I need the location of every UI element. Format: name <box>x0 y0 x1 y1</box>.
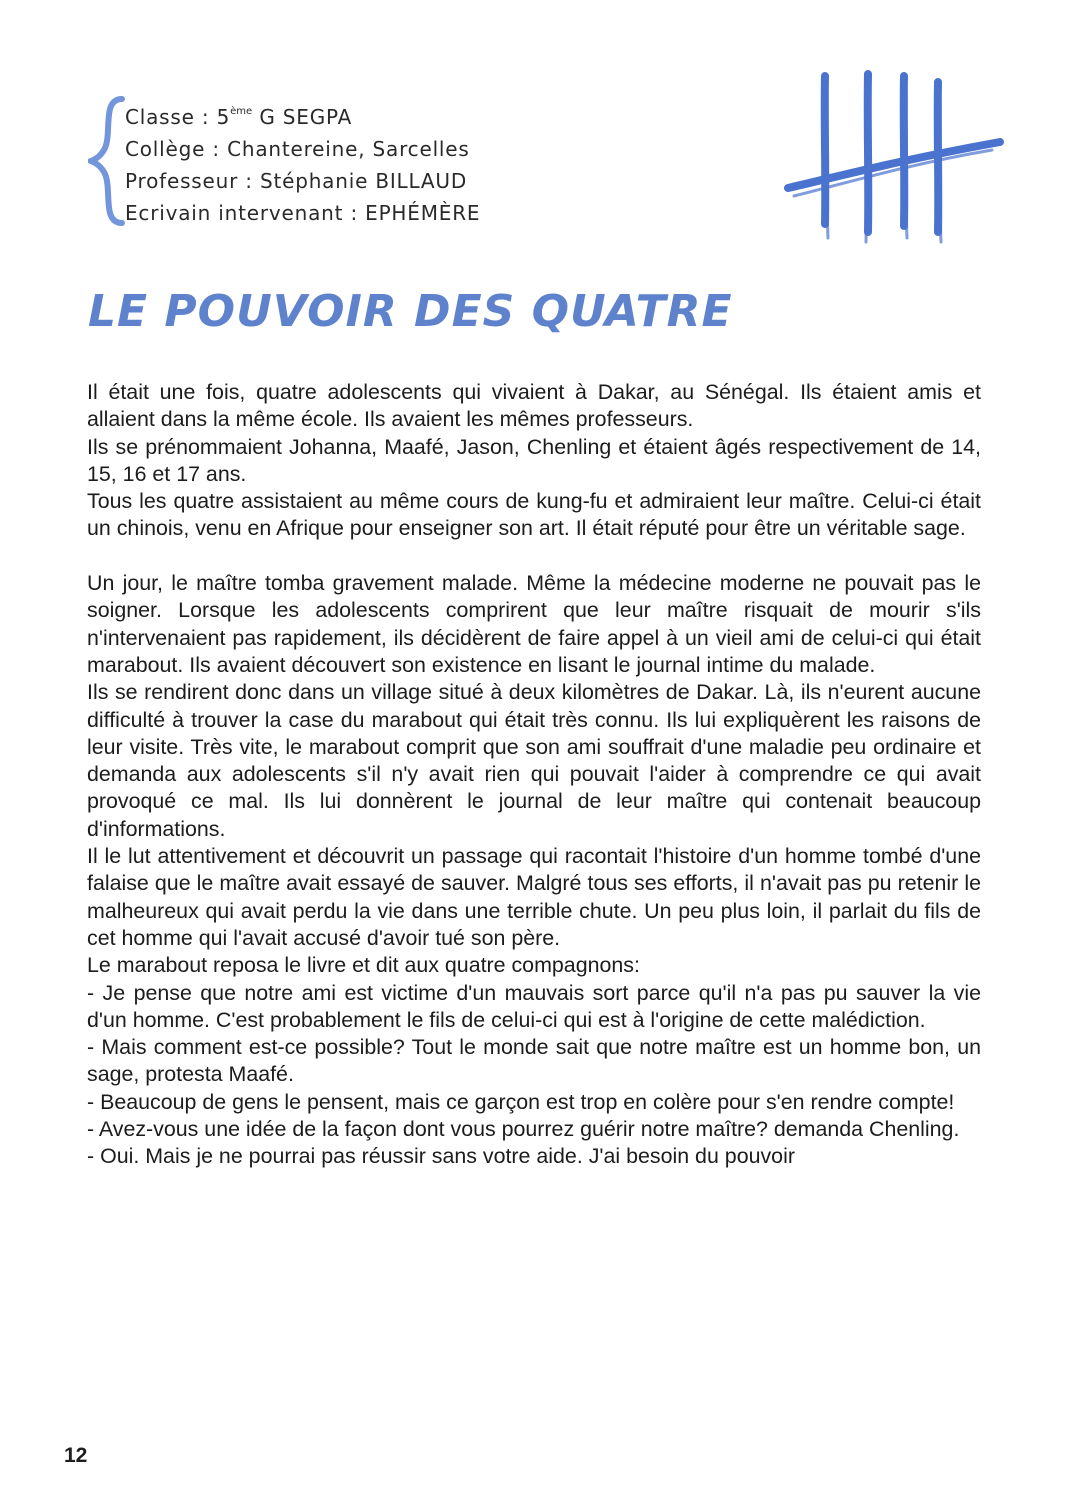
story-paragraph: Ils se prénommaient Johanna, Maafé, Jason, Chenling et étaient âgés respectivement de 14, 15, 16 et 17 ans. <box>87 434 981 486</box>
class-info-block <box>88 96 608 226</box>
dialogue-line: - Oui. Mais je ne pourrai pas réussir sans votre aide. J'ai besoin du pouvoir <box>87 1144 795 1169</box>
story-paragraph: Il le lut attentivement et découvrit un passage qui racontait l'histoire d'un homme tombé d'une falaise que le maître avait essayé de sauver. Malgré tous ses efforts, il n'avait pas pu retenir le malheureux qui avait perdu la vie dans une terrible chute. Un peu plus loin, il parlait du fils de cet homme qui l'avait accusé d'avoir tué son père. <box>87 844 981 950</box>
writer-line: Ecrivain intervenant : EPHÉMÈRE <box>125 201 481 225</box>
dialogue-line: - Avez-vous une idée de la façon dont vous pourrez guérir notre maître? demanda Chenling. <box>87 1117 960 1142</box>
class-line: Classe : 5ème G SEGPA <box>125 105 353 129</box>
curly-brace-icon <box>88 96 128 226</box>
tally-marks-icon <box>780 62 1010 252</box>
story-paragraph: Le marabout reposa le livre et dit aux quatre compagnons: <box>87 953 640 978</box>
story-paragraph: Un jour, le maître tomba gravement malade. Même la médecine moderne ne pouvait pas le soigner. Lorsque les adolescents comprirent que leur maître risquait de mourir s'ils n'intervenaient pas rapidement, ils décidèrent de faire appel à un vieil ami de celui-ci qui était marabout. Ils avaient découvert son existence en lisant le journal intime du malade. <box>87 571 981 677</box>
college-line: Collège : Chantereine, Sarcelles <box>125 137 470 161</box>
class-info-lines <box>125 96 480 229</box>
dialogue-line: - Je pense que notre ami est victime d'un mauvais sort parce qu'il n'a pas pu sauver la vie d'un homme. C'est probablement le fils de celui-ci qui est à l'origine de cette malédiction. <box>87 980 981 1032</box>
page-number: 12 <box>64 1444 88 1467</box>
story-paragraph: Il était une fois, quatre adolescents qui vivaient à Dakar, au Sénégal. Ils étaient amis et allaient dans la même école. Ils avaient les mêmes professeurs. <box>87 380 981 432</box>
dialogue-line: - Mais comment est-ce possible? Tout le monde sait que notre maître est un homme bon, un sage, protesta Maafé. <box>87 1035 981 1087</box>
story-paragraph: Ils se rendirent donc dans un village situé à deux kilomètres de Dakar. Là, ils n'eurent aucune difficulté à trouver la case du marabout qui était très connu. Ils lui expliquèrent les raisons de leur visite. Très vite, le marabout comprit que son ami souffrait d'une maladie peu ordinaire et demanda aux adolescents s'il n'y avait rien qui pouvait l'aider à comprendre ce qui avait provoqué ce mal. Ils lui donnèrent le journal de leur maître qui contenait beaucoup d'informations. <box>87 680 981 841</box>
dialogue-line: - Beaucoup de gens le pensent, mais ce garçon est trop en colère pour s'en rendre compte! <box>87 1089 955 1114</box>
story-paragraph: Tous les quatre assistaient au même cours de kung-fu et admiraient leur maître. Celui-ci était un chinois, venu en Afrique pour enseigner son art. Il était réputé pour être un véritable sage. <box>87 489 981 541</box>
story-title: LE POUVOIR DES QUATRE <box>88 286 733 337</box>
story-body <box>87 379 981 1171</box>
teacher-line: Professeur : Stéphanie BILLAUD <box>125 169 468 193</box>
